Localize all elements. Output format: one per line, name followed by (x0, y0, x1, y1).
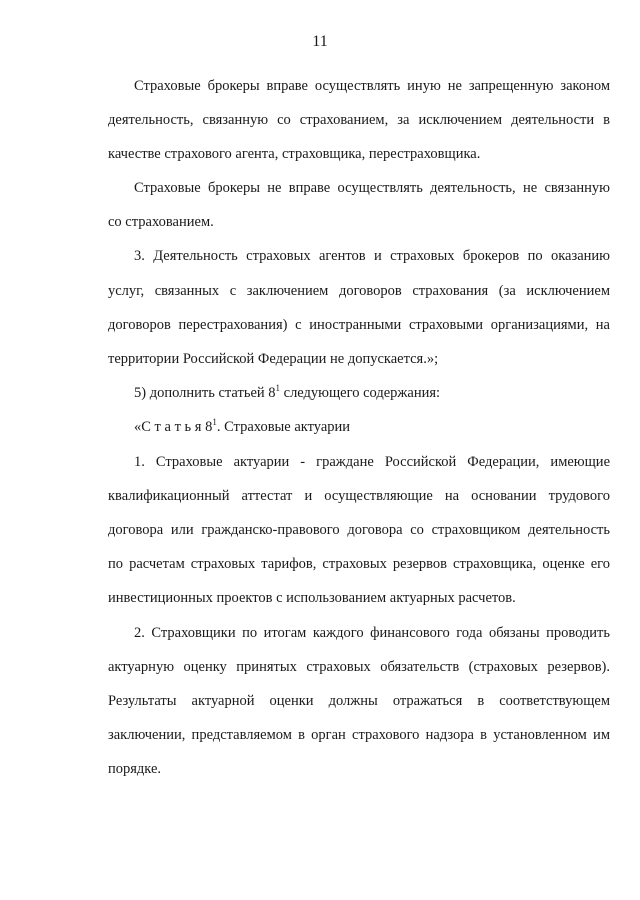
article-point-2-line-5: порядке. (108, 761, 162, 777)
article-point-1-line-5: инвестиционных проектов с использованием актуарных расчетов. (108, 590, 516, 606)
article-heading-title: . Страховые актуарии (216, 419, 351, 435)
amendment-item-5-suffix: следующего содержания: (280, 385, 441, 401)
paragraph-3-line-2: услуг, связанных с заключением договоров страхования (за исключением (108, 283, 610, 299)
article-point-1-line-2: квалификационный аттестат и осуществляющие на основании трудового (108, 488, 610, 504)
article-heading-superscript: 1 (212, 417, 217, 427)
article-point-1-line-1: 1. Страховые актуарии - граждане Российской Федерации, имеющие (134, 454, 610, 470)
page-number: 11 (312, 33, 328, 50)
article-point-2-line-2: актуарную оценку принятых страховых обязательств (страховых резервов). (108, 659, 610, 675)
article-point-1-line-3: договора или гражданско-правового договора со страховщиком деятельность (108, 522, 610, 538)
paragraph-1-line-2: деятельность, связанную со страхованием, за исключением деятельности в (108, 112, 610, 128)
article-heading-label: «С т а т ь я 8 (134, 419, 213, 435)
paragraph-2-line-1: Страховые брокеры не вправе осуществлять деятельность, не связанную (134, 180, 610, 196)
amendment-item-5 (134, 383, 610, 403)
article-point-2-line-3: Результаты актуарной оценки должны отражаться в соответствующем (108, 693, 610, 709)
article-heading (134, 417, 610, 437)
paragraph-3-line-1: 3. Деятельность страховых агентов и страховых брокеров по оказанию (134, 248, 610, 264)
article-point-2-line-1: 2. Страховщики по итогам каждого финансового года обязаны проводить (134, 625, 610, 641)
paragraph-2-line-2: со страхованием. (108, 214, 214, 230)
article-point-2-line-4: заключении, представляемом в орган страхового надзора в установленном им (108, 727, 610, 743)
paragraph-1-line-3: качестве страхового агента, страховщика, перестраховщика. (108, 146, 481, 162)
amendment-item-5-superscript: 1 (275, 383, 281, 393)
amendment-item-5-text: 5) дополнить статьей 8 (134, 385, 276, 401)
paragraph-1-line-1: Страховые брокеры вправе осуществлять иную не запрещенную законом (134, 78, 610, 94)
article-point-1-line-4: по расчетам страховых тарифов, страховых резервов страховщика, оценке его (108, 556, 610, 572)
paragraph-3-line-3: договоров перестрахования) с иностранными страховыми организациями, на (108, 317, 610, 333)
paragraph-3-line-4: территории Российской Федерации не допускается.»; (108, 351, 439, 367)
